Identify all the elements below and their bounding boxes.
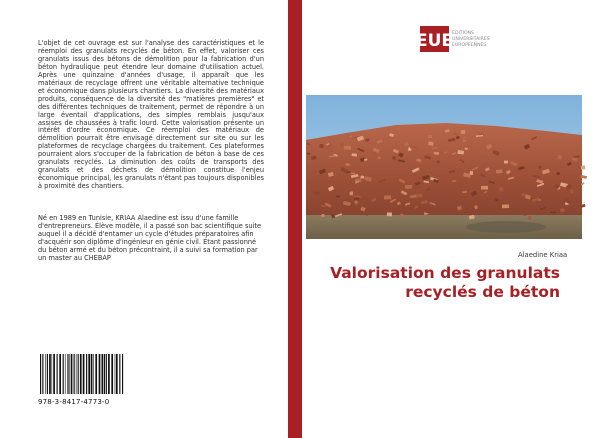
barcode-bar: [86, 354, 87, 394]
barcode-bar: [119, 354, 120, 394]
barcode-bar: [99, 354, 101, 394]
publisher-line-1: EDITIONS: [452, 31, 474, 36]
barcode-bar: [93, 354, 94, 394]
rubble-brick: [461, 130, 465, 134]
book-title-line-1: Valorisation des granulats: [330, 264, 560, 282]
barcode-bar: [63, 354, 64, 394]
author-name: Alaedine Kriaa: [518, 251, 568, 259]
barcode-bar: [111, 354, 113, 394]
barcode-bar: [76, 354, 77, 394]
rubble-brick: [416, 194, 422, 198]
publisher-line-3: EUROPEENNES: [452, 43, 487, 48]
rubble-brick: [496, 169, 502, 173]
barcode-bar: [83, 354, 85, 394]
book-title-line-2: recyclés de béton: [405, 283, 560, 301]
rubble-brick: [437, 161, 440, 164]
barcode-bar: [95, 354, 97, 394]
barcode-bar: [57, 354, 58, 394]
rubble-brick: [557, 155, 562, 159]
book-title: [310, 264, 560, 302]
rubble-brick: [361, 176, 364, 179]
rubble-brick: [405, 185, 412, 189]
rubble-brick: [387, 213, 392, 217]
rubble-brick: [499, 187, 503, 191]
rubble-brick: [344, 146, 351, 150]
barcode-bar: [42, 354, 43, 394]
rubble-brick: [504, 161, 508, 164]
rubble-brick: [313, 191, 320, 194]
barcode-bar: [106, 354, 107, 394]
rubble-brick: [462, 191, 467, 193]
barcode-bar: [65, 354, 66, 394]
barcode-bar: [88, 354, 90, 394]
rubble-brick: [350, 192, 353, 196]
barcode-bar: [71, 354, 73, 394]
rubble-brick: [378, 156, 381, 159]
publisher-line-2: UNIVERSITAIRES: [452, 37, 490, 42]
barcode-bar: [115, 354, 116, 394]
rubble-brick: [340, 143, 343, 146]
barcode-bar: [104, 354, 105, 394]
rubble-brick: [384, 196, 391, 200]
rubble-brick: [502, 205, 509, 209]
rubble-brick: [581, 166, 585, 170]
barcode-bar: [102, 354, 104, 394]
rubble-brick: [428, 135, 432, 138]
barcode-bar: [40, 354, 41, 394]
barcode-bar: [53, 354, 55, 394]
rubble-brick: [557, 172, 560, 175]
barcode-bar: [108, 354, 110, 394]
barcode-bar: [91, 354, 93, 394]
publisher-logo: [415, 26, 500, 52]
back-cover-summary: L'objet de cet ouvrage est sur l'analyse des caractéristiques et le réemploi des granulats recyclés de béton. En effet, valoriser ces granulats issus des bétons de démolition pour la fabrication d'un béton hydraulique peut étendre leur domaine d'utilisation actuel. Après une quinzaine d'années d'usage, il apparaît que les matériaux de recyclage offrent une véritable alternative technique et économique dans plusieurs chantiers. La diversité des matériaux produits, conséquence de la diversité des "matières premières" et des différentes techniques de traitement, permet de répondre à un large éventail d'applications, des simples remblais jusqu'aux assises de chaussées à trafic lourd. Cette valorisation présente un intérêt d'ordre économique. Ce réemploi des matériaux de démolition pourrait être envisagé directement sur site ou sur les plateformes de recyclage chargées du traitement. Ces plateformes pourraient alors s'occuper de la fabrication de béton à base de ces granulats recyclés. La diminution des coûts de transports des granulats et des déchets de démolition constitue l'enjeu économique principal, les granulats n'étant pas toujours disponibles à proximité des chantiers.: [38, 39, 264, 191]
author-bio: Né en 1989 en Tunisie, KRIAA Alaedine est issu d'une famille d'entrepreneurs. Élève modèle, il a passé son bac scientifique suite auquel il a décidé d'entamer un cycle d'études préparatoires afin d'acquérir son diplôme d'ingénieur en génie civil. Étant passionné du béton armé et du béton précontraint, il a suivi sa formation par un master au CHEBAP: [38, 214, 262, 262]
barcode-bar: [122, 354, 123, 394]
barcode-bar: [45, 354, 46, 394]
barcode-bar: [80, 354, 82, 394]
book-spine: [288, 0, 302, 438]
barcode-bar: [52, 354, 53, 394]
barcode-bar: [59, 354, 61, 394]
rubble-brick: [307, 153, 310, 155]
barcode-bar: [47, 354, 48, 394]
barcode-bar: [67, 354, 68, 394]
isbn-number: 978-3-8417-4773-0: [38, 398, 110, 406]
publisher-logo-letters: EUE: [415, 31, 454, 51]
barcode-bar: [68, 354, 69, 394]
rubble-pile-photo: [306, 95, 582, 239]
barcode-bar: [49, 354, 51, 394]
rubble-brick: [481, 186, 488, 190]
rubble-brick: [550, 211, 556, 213]
barcode-bar: [74, 354, 75, 394]
barcode-bar: [116, 354, 118, 394]
barcode-bar: [78, 354, 79, 394]
rubble-brick: [382, 157, 387, 159]
rubble-brick: [410, 146, 417, 149]
rubble-brick: [319, 144, 324, 148]
